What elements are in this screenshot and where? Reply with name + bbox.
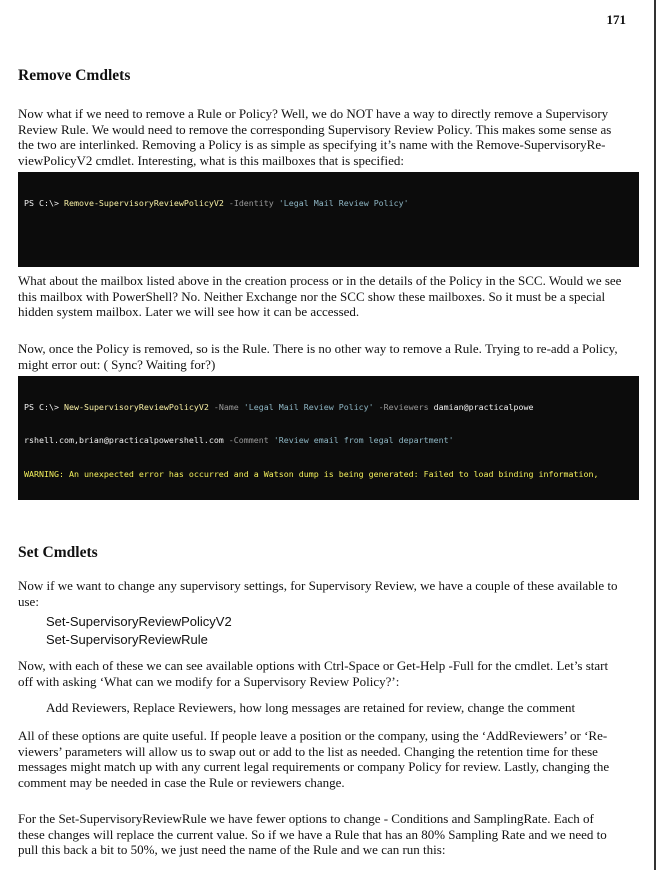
set-options-paragraph (18, 658, 640, 689)
set-intro-paragraph (18, 578, 640, 609)
remove-rule-paragraph (18, 341, 640, 372)
parameter-value: 'Review email from legal department' (273, 435, 454, 446)
text-line: pull this back a bit to 50%, we just need the name of the Rule and we can run this: (18, 842, 446, 858)
text-line: Now what if we need to remove a Rule or Policy? Well, we do NOT have a way to directly remove a Supervisory (18, 106, 609, 121)
text-line: Now if we want to change any supervisory settings, for Supervisory Review, we have a couple of these available to (18, 578, 618, 593)
text-line: hidden system mailbox. Later we will see how it can be accessed. (18, 304, 360, 320)
warning-line: WARNING: An unexpected error has occurred and a Watson dump is being generated: Failed to load binding information, (24, 469, 599, 480)
text-line: All of these options are quite useful. If people leave a position or the company, using the ‘AddReviewers’ or ‘Re- (18, 728, 608, 743)
parameter-value: 'Legal Mail Review Policy' (278, 197, 409, 208)
cmdlet-name: Remove-SupervisoryReviewPolicyV2 (63, 197, 224, 208)
text-line: Review Rule. We would need to remove the corresponding Supervisory Review Policy. This makes some sense as (18, 121, 612, 137)
text-line: off with asking ‘What can we modify for a Supervisory Review Policy?’: (18, 673, 400, 689)
parameter-value: rshell.com,brian@practicalpowershell.com (24, 435, 224, 446)
remove-mailbox-paragraph (18, 273, 640, 320)
page-number: 171 (606, 12, 626, 27)
text-line: might error out: ( Sync? Waiting for?) (18, 356, 216, 372)
ps-prompt: PS C:\> (24, 197, 64, 208)
remove-cmdlets-heading: Remove Cmdlets (18, 67, 131, 84)
ps-prompt: PS C:\> (24, 401, 64, 412)
cmdlet-name: New-SupervisoryReviewPolicyV2 (63, 401, 209, 412)
powershell-new-policy-error-output (18, 376, 639, 500)
set-cmdlets-heading: Set Cmdlets (18, 544, 98, 561)
text-line: Now, once the Policy is removed, so is the Rule. There is no other way to remove a Rule. Trying to re-add a Policy, (18, 341, 618, 356)
powershell-remove-policy-output (18, 172, 639, 267)
remove-intro-paragraph (18, 106, 640, 168)
text-line: messages might match up with any current legal requirements or company Policy for review. Lastly, changing the (18, 759, 610, 775)
set-usefulness-paragraph (18, 728, 640, 790)
text-line: the two are interlinked. Removing a Policy is as simple as specifying it’s name with the Remove-SupervisoryRe- (18, 137, 606, 153)
set-rule-paragraph (18, 811, 640, 858)
parameter-value: damian@practicalpowe (433, 401, 534, 412)
cmdlet-item: Set-SupervisoryReviewPolicyV2 (46, 614, 232, 629)
text-line: use: (18, 593, 39, 609)
parameter-name: -Reviewers (373, 401, 434, 412)
text-line: For the Set-SupervisoryReviewRule we have fewer options to change - Conditions and SamplingRate. Each of (18, 811, 594, 826)
parameter-value: 'Legal Mail Review Policy' (243, 401, 374, 412)
cmdlet-item: Set-SupervisoryReviewRule (46, 631, 208, 647)
text-line: What about the mailbox listed above in the creation process or in the details of the Policy in the SCC. Would we see (18, 273, 622, 288)
text-line: this mailbox with PowerShell? No. Neither Exchange nor the SCC show these mailboxes. So it must be a special (18, 288, 606, 304)
text-line: viewers’ parameters will allow us to swap out or add to the list as needed. Changing the retention time for these (18, 743, 598, 759)
confirm-title (24, 265, 633, 267)
text-line: viewPolicyV2 cmdlet. Interesting, what is this mailboxes that is specified: (18, 152, 404, 168)
text-line: comment may be needed in case the Rule or reviewers change. (18, 774, 345, 790)
policy-options-line: Add Reviewers, Replace Reviewers, how long messages are retained for review, change the comment (46, 700, 576, 715)
parameter-name: -Name (208, 401, 244, 412)
parameter-name: -Comment (223, 435, 274, 446)
parameter-name: -Identity (223, 197, 279, 208)
cmdlet-list (46, 614, 232, 647)
text-line: Now, with each of these we can see available options with Ctrl-Space or Get-Help -Full for the cmdlet. Let’s start (18, 658, 609, 673)
text-line: these changes will replace the current value. So if we have a Rule that has an 80% Sampling Rate and we need to (18, 826, 607, 842)
